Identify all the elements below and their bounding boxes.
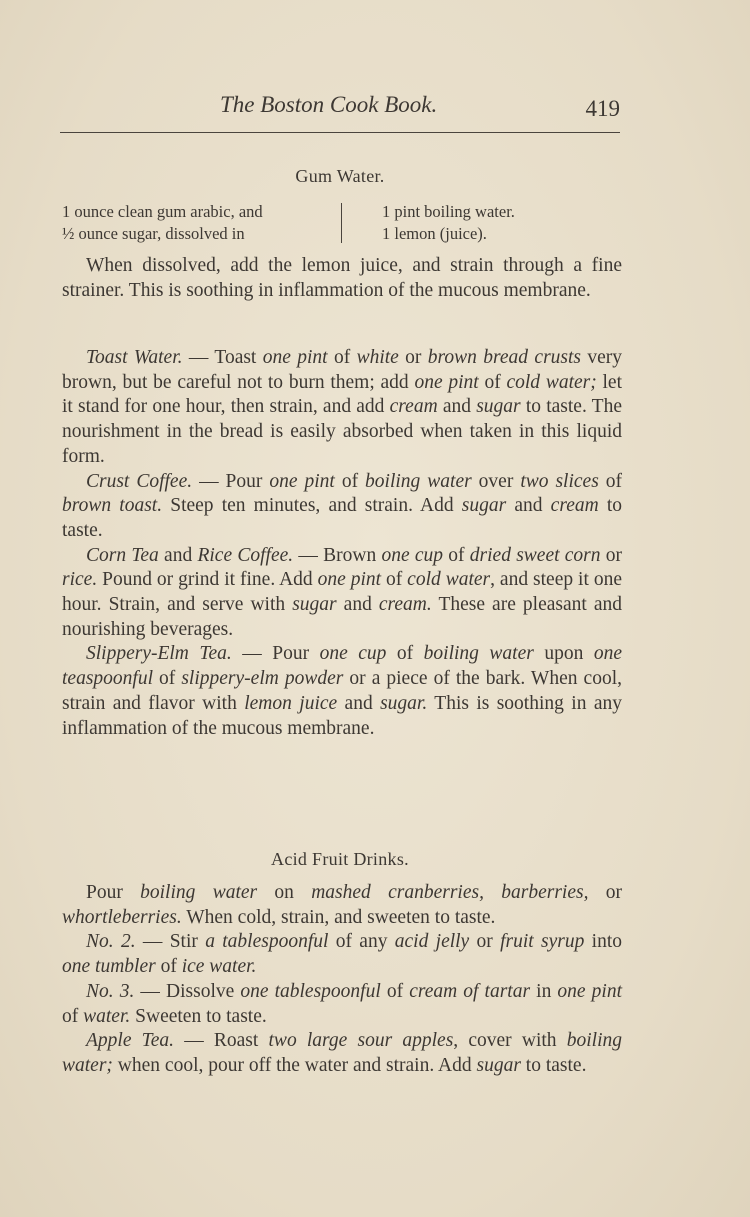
acid-fruit-recipes [62, 881, 622, 1079]
ingredient-line: 1 ounce clean gum arabic, and [62, 202, 263, 221]
recipe-corn-tea: Corn Tea and Rice Coffee. — Brown one cup of dried sweet corn or rice. Pound or grind it fine. Add one pint of cold water, and steep it one hour. Strain, and serve with sugar and cream. These are pleasant and nourishing beverages. [62, 544, 623, 640]
recipe-apple-tea: Apple Tea. — Roast two large sour apples, cover with boiling water; when cool, pour off the water and strain. Add sugar to taste. [62, 1030, 622, 1076]
ingredient-line: 1 pint boiling water. [382, 202, 515, 221]
recipe-slippery-elm-tea: Slippery-Elm Tea. — Pour one cup of boiling water upon one teaspoonful of slippery-elm powder or a piece of the bark. When cool, strain and flavor with lemon juice and sugar. This is soothing in any inflammation of the mucous membrane. [62, 643, 623, 739]
gum-water-directions: When dissolved, add the lemon juice, and strain through a fine strainer. This is soothing in inflammation of the mucous membrane. [62, 255, 622, 301]
running-title: The Boston Cook Book. [220, 92, 438, 117]
beverage-recipes [62, 346, 622, 741]
page-header [60, 92, 620, 124]
recipe-no-2: No. 2. — Stir a tablespoonful of any acid jelly or fruit syrup into one tumbler of ice water. [62, 931, 622, 978]
recipe-crust-coffee: Crust Coffee. — Pour one pint of boiling water over two slices of brown toast. Steep ten minutes, and strain. Add sugar and cream to taste. [62, 470, 623, 541]
header-rule [60, 132, 620, 133]
recipe-toast-water: Toast Water. — Toast one pint of white or brown bread crusts very brown, but be careful not to burn them; add one pint of cold water; let it stand for one hour, then strain, and add cream and sugar to taste. The nourishment in the bread is easily absorbed when taken in this liquid form. [62, 347, 623, 467]
page-number: 419 [585, 96, 620, 121]
ingredient-line: ½ ounce sugar, dissolved in [62, 224, 245, 243]
gum-water-ingredients [60, 201, 620, 245]
recipe-no-3: No. 3. — Dissolve one tablespoonful of cream of tartar in one pint of water. Sweeten to taste. [62, 980, 622, 1027]
acid-fruit-heading: Acid Fruit Drinks. [271, 849, 409, 869]
gum-water-heading: Gum Water. [295, 166, 385, 186]
ingredient-line: 1 lemon (juice). [382, 224, 487, 243]
ingredients-divider [341, 203, 342, 243]
ingredients-right-column [382, 201, 515, 245]
ingredients-left-column [62, 201, 263, 245]
recipe-acid-fruit-intro: Pour boiling water on mashed cranberries, barberries, or whortleberries. When cold, strain, and sweeten to taste. [62, 882, 622, 928]
